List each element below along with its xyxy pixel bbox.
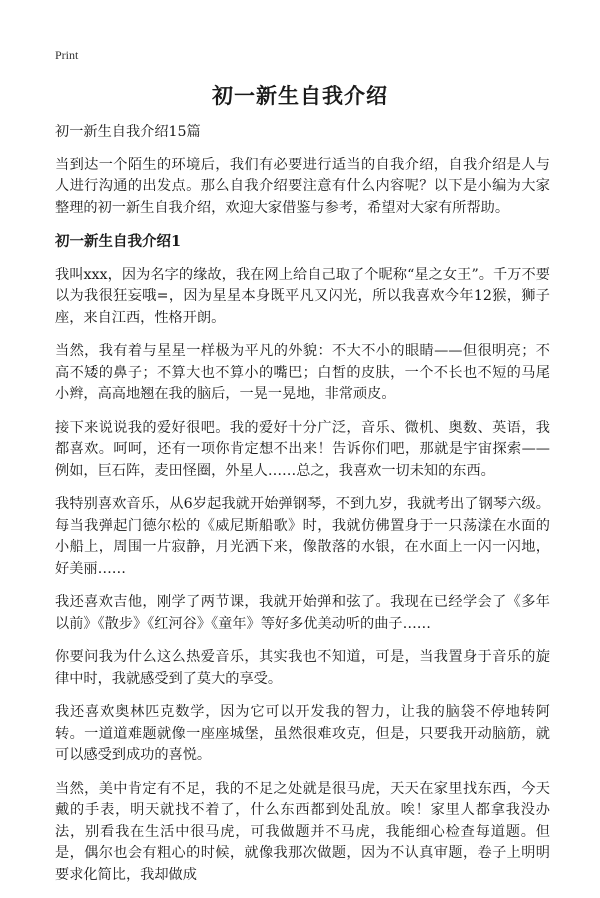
body-paragraph: 我特别喜欢音乐，从6岁起我就开始弹钢琴，不到九岁，我就考出了钢琴六级。每当我弹起门德尔松的《威尼斯船歌》时，我就仿佛置身于一只荡漾在水面的小船上，周围一片寂静，月光洒下来，像散落的水银，在水面上一闪一闪地，好美丽……: [55, 496, 550, 577]
document-title: 初一新生自我介绍: [212, 83, 388, 108]
body-paragraph: 当然，我有着与星星一样极为平凡的外貌：不大不小的眼睛——但很明亮；不高不矮的鼻子；不算大也不算小的嘴巴；白皙的皮肤，一个不长也不短的马尾小辫，高高地翘在我的脑后，一晃一晃地，非常顽皮。: [55, 343, 550, 402]
body-paragraph: 我还喜欢奥林匹克数学，因为它可以开发我的智力，让我的脑袋不停地转阿转。一道道难题就像一座座城堡，虽然很难攻克，但是，只要我开动脑筋，就可以感受到成功的喜悦。: [55, 704, 550, 763]
body-paragraph: 当然，美中肯定有不足，我的不足之处就是很马虎，天天在家里找东西，今天戴的手表，明天就找不着了，什么东西都到处乱放。唉！家里人都拿我没办法，别看我在生活中很马虎，可我做题并不马虎，我能细心检查每道题。但是，偶尔也会有粗心的时候，就像我那次做题，因为不认真审题，卷子上明明要求化简比，我却做成: [55, 780, 550, 883]
intro-paragraph: 当到达一个陌生的环境后，我们有必要进行适当的自我介绍，自我介绍是人与人进行沟通的出发点。那么自我介绍要注意有什么内容呢？以下是小编为大家整理的初一新生自我介绍，欢迎大家借鉴与参考，希望对大家有所帮助。: [55, 156, 550, 216]
body-paragraph: 我叫xxx，因为名字的缘故，我在网上给自己取了个昵称“星之女王”。千万不要以为我很狂妄哦=，因为星星本身既平凡又闪光，所以我喜欢今年12猴，狮子座，来自江西，性格开朗。: [55, 266, 550, 326]
document-subtitle: 初一新生自我介绍15篇: [55, 124, 201, 140]
body-paragraph: 你要问我为什么这么热爱音乐，其实我也不知道，可是，当我置身于音乐的旋律中时，我就感受到了莫大的享受。: [55, 649, 550, 687]
body-paragraph: 我还喜欢吉他，刚学了两节课，我就开始弹和弦了。我现在已经学会了《多年以前》《散步》《红河谷》《童年》等好多优美动听的曲子……: [55, 594, 550, 632]
section-heading: 初一新生自我介绍1: [55, 233, 182, 250]
document-body: [55, 122, 550, 898]
body-paragraph: 接下来说说我的爱好很吧。我的爱好十分广泛，音乐、微机、奥数、英语，我都喜欢。呵呵，还有一项你肯定想不出来！告诉你们吧，那就是宇宙探索——例如，巨石阵，麦田怪圈，外星人……总之，我喜欢一切未知的东西。: [55, 419, 550, 479]
print-link[interactable]: Print: [55, 48, 79, 62]
